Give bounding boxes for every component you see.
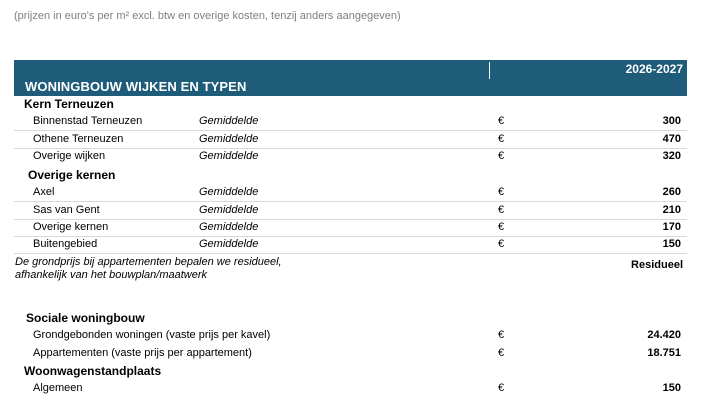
row-type: Gemiddelde [199, 186, 259, 198]
table-row [14, 113, 687, 131]
row-currency: € [498, 150, 505, 162]
row-currency: € [498, 186, 505, 198]
row-currency: € [498, 382, 505, 394]
section-title-overige-kernen: Overige kernen [28, 168, 116, 182]
table-title: WONINGBOUW WIJKEN EN TYPEN [25, 79, 247, 94]
row-name: Appartementen (vaste prijs per appartement) [33, 347, 252, 359]
apartment-footnote [15, 256, 345, 282]
footnote-line: afhankelijk van het bouwplan/maatwerk [15, 269, 208, 281]
row-name: Othene Terneuzen [33, 133, 124, 145]
table-header [14, 60, 687, 96]
row-value: 320 [662, 150, 681, 162]
row-currency: € [498, 347, 505, 359]
table-row [14, 236, 687, 254]
footnote-line: De grondprijs bij appartementen bepalen we residueel, [15, 256, 282, 268]
table-row [14, 131, 687, 149]
row-value: 150 [662, 382, 681, 394]
row-type: Gemiddelde [199, 115, 259, 127]
row-currency: € [498, 329, 505, 341]
row-type: Gemiddelde [199, 133, 259, 145]
section-title-woonwagenstandplaats: Woonwagenstandplaats [24, 364, 162, 378]
section-title-sociale-woningbouw: Sociale woningbouw [26, 311, 145, 325]
row-value: 170 [662, 221, 681, 233]
row-value: 150 [662, 238, 681, 250]
row-currency: € [498, 221, 505, 233]
row-value: 260 [662, 186, 681, 198]
residueel-value: Residueel [631, 259, 683, 271]
row-name: Grondgebonden woningen (vaste prijs per kavel) [33, 329, 271, 341]
row-name: Overige kernen [33, 221, 109, 233]
row-type: Gemiddelde [199, 204, 259, 216]
row-currency: € [498, 115, 505, 127]
row-currency: € [498, 238, 505, 250]
row-name: Overige wijken [33, 150, 106, 162]
header-divider [489, 62, 490, 79]
table-row [14, 148, 687, 165]
row-type: Gemiddelde [199, 150, 259, 162]
row-name: Axel [33, 186, 55, 198]
row-value: 24.420 [647, 329, 681, 341]
row-value: 300 [662, 115, 681, 127]
row-value: 210 [662, 204, 681, 216]
row-name: Binnenstad Terneuzen [33, 115, 143, 127]
year-column-header: 2026-2027 [625, 62, 683, 76]
table-row [14, 219, 687, 237]
price-note: (prijzen in euro's per m² excl. btw en overige kosten, tenzij anders aangegeven) [14, 10, 401, 22]
table-row [14, 202, 687, 220]
row-name: Algemeen [33, 382, 83, 394]
section-title-kern-terneuzen: Kern Terneuzen [24, 97, 114, 111]
row-type: Gemiddelde [199, 221, 259, 233]
table-row [14, 345, 687, 362]
row-name: Sas van Gent [33, 204, 100, 216]
row-type: Gemiddelde [199, 238, 259, 250]
table-row [14, 327, 687, 344]
row-value: 470 [662, 133, 681, 145]
row-currency: € [498, 204, 505, 216]
row-value: 18.751 [647, 347, 681, 359]
table-row [14, 184, 687, 202]
row-currency: € [498, 133, 505, 145]
row-name: Buitengebied [33, 238, 98, 250]
table-row [14, 380, 687, 397]
